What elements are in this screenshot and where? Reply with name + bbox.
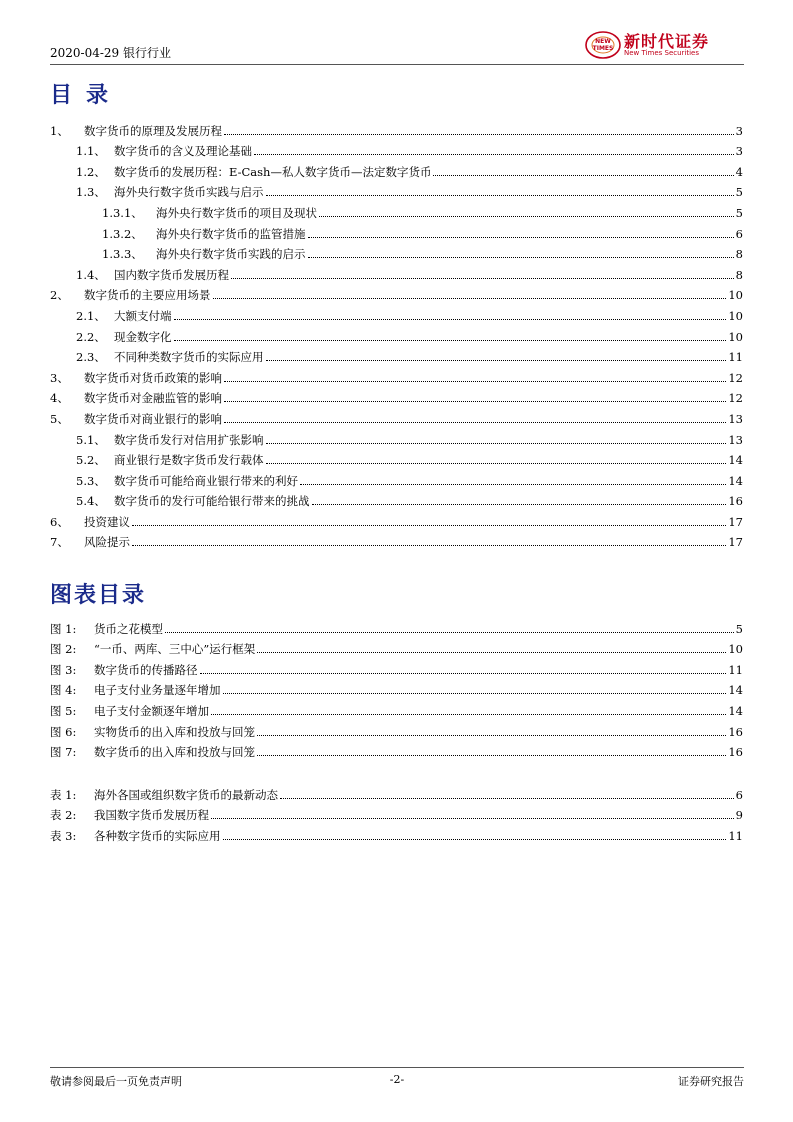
toc-entry[interactable]: [50, 447, 743, 468]
figure-entry-title: 货币之花模型: [94, 621, 163, 636]
header-date-sector: 2020-04-29 银行行业: [50, 46, 172, 60]
dot-leader: [224, 381, 726, 382]
toc-entry-title: 投资建议: [84, 514, 130, 529]
footer-report-type: 证券研究报告: [678, 1075, 744, 1088]
table-entry-title: 海外各国或组织数字货币的最新动态: [94, 787, 278, 802]
figure-entry-number: 图 2:: [50, 642, 77, 657]
toc-entry-page: 11: [728, 350, 743, 365]
dot-leader: [165, 632, 734, 633]
figure-entry[interactable]: [50, 697, 743, 718]
toc-entry-page: 8: [735, 267, 743, 282]
toc-entry-title: 数字货币的原理及发展历程: [84, 123, 222, 138]
toc-entry-number: 1、: [50, 123, 69, 138]
toc-entry-title: 数字货币的发行可能给银行带来的挑战: [114, 494, 310, 509]
toc-entry[interactable]: [50, 302, 743, 323]
dot-leader: [308, 237, 734, 238]
figure-entry[interactable]: [50, 636, 743, 657]
toc-entry-title: 数字货币的主要应用场景: [84, 288, 211, 303]
dot-leader: [266, 360, 727, 361]
svg-text:NEW: NEW: [595, 38, 611, 45]
toc-entry-number: 1.4、: [76, 267, 106, 282]
toc-entry-page: 12: [728, 391, 743, 406]
toc-entry-title: 现金数字化: [114, 329, 172, 344]
figure-entry-page: 11: [728, 662, 743, 677]
toc-entry-title: 数字货币可能给商业银行带来的利好: [114, 473, 298, 488]
figure-entry-number: 图 1:: [50, 621, 77, 636]
dot-leader: [132, 525, 726, 526]
toc-entry-page: 3: [735, 123, 743, 138]
toc-entry-number: 5.3、: [76, 473, 106, 488]
toc-entry[interactable]: [50, 199, 743, 220]
toc-entry-number: 1.3.1、: [102, 205, 143, 220]
toc-entry-page: 14: [728, 473, 743, 488]
toc-entry-number: 5、: [50, 411, 69, 426]
dot-leader: [257, 735, 726, 736]
toc-entry[interactable]: [50, 405, 743, 426]
toc-entry-title: 数字货币的含义及理论基础: [114, 144, 252, 159]
toc-entry-number: 3、: [50, 370, 69, 385]
toc-entry-title: 海外央行数字货币的项目及现状: [156, 205, 317, 220]
toc-entry-page: 10: [728, 288, 743, 303]
toc-entry-number: 4、: [50, 391, 69, 406]
toc-entry[interactable]: [50, 241, 743, 262]
table-entry-number: 表 3:: [50, 828, 77, 843]
toc-entry-page: 10: [728, 308, 743, 323]
dot-leader: [132, 545, 726, 546]
toc-entry-number: 5.4、: [76, 494, 106, 509]
toc-entry-page: 17: [728, 514, 743, 529]
table-entry[interactable]: [50, 802, 743, 823]
toc-entry[interactable]: [50, 467, 743, 488]
toc-entry[interactable]: [50, 364, 743, 385]
toc-entry[interactable]: [50, 426, 743, 447]
figure-entry-number: 图 3:: [50, 662, 77, 677]
toc-entry-number: 1.2、: [76, 164, 106, 179]
toc-entry[interactable]: [50, 261, 743, 282]
figure-entry[interactable]: [50, 656, 743, 677]
toc-entry-page: 13: [728, 411, 743, 426]
dot-leader: [231, 278, 734, 279]
toc-entry-page: 16: [728, 494, 743, 509]
toc-entry-title: 数字货币发行对信用扩张影响: [114, 432, 264, 447]
toc-entry-title: 不同种类数字货币的实际应用: [114, 350, 264, 365]
logo-chinese-name: 新时代证券: [624, 32, 710, 51]
figure-entry-number: 图 4:: [50, 683, 77, 698]
figure-entry-title: 数字货币的传播路径: [94, 662, 198, 677]
logo-mark-icon: [584, 29, 622, 61]
dot-leader: [300, 484, 726, 485]
dot-leader: [174, 340, 727, 341]
toc-entry-title: 海外央行数字货币实践与启示: [114, 185, 264, 200]
dot-leader: [433, 175, 733, 176]
figure-index-heading: 图表目录: [50, 583, 147, 608]
svg-text:TIMES: TIMES: [592, 45, 614, 52]
toc-entry[interactable]: [50, 488, 743, 509]
toc-entry-title: 海外央行数字货币实践的启示: [156, 247, 306, 262]
toc-entry-title: 数字货币对商业银行的影响: [84, 411, 222, 426]
toc-entry-title: 大额支付端: [114, 308, 172, 323]
page-header: [50, 32, 744, 65]
dot-leader: [200, 673, 727, 674]
toc-entry[interactable]: [50, 282, 743, 303]
toc-entry[interactable]: [50, 529, 743, 550]
toc-entry-title: 国内数字货币发展历程: [114, 267, 229, 282]
toc-entry-page: 12: [728, 370, 743, 385]
figure-entry[interactable]: [50, 677, 743, 698]
toc-entry-page: 10: [728, 329, 743, 344]
figure-entry[interactable]: [50, 739, 743, 760]
dot-leader: [266, 195, 734, 196]
figure-entry-page: 14: [728, 683, 743, 698]
dot-leader: [174, 319, 727, 320]
toc-heading: 目录: [50, 83, 123, 108]
toc-entry-title: 海外央行数字货币的监管措施: [156, 226, 306, 241]
toc-entry-number: 5.1、: [76, 432, 106, 447]
figure-entry-number: 图 5:: [50, 703, 77, 718]
toc-entry-title: 数字货币对金融监管的影响: [84, 391, 222, 406]
table-entry-page: 6: [735, 787, 743, 802]
figure-entry-page: 10: [728, 642, 743, 657]
toc-entry-page: 4: [735, 164, 743, 179]
dot-leader: [280, 798, 734, 799]
figure-entry-page: 14: [728, 703, 743, 718]
toc-entry[interactable]: [50, 344, 743, 365]
toc-entry-number: 6、: [50, 514, 69, 529]
figure-entry-number: 图 7:: [50, 745, 77, 760]
toc-entry-title: 商业银行是数字货币发行载体: [114, 453, 264, 468]
dot-leader: [224, 401, 726, 402]
toc-entry-page: 8: [735, 247, 743, 262]
dot-leader: [211, 714, 726, 715]
dot-leader: [266, 463, 727, 464]
toc-entry-number: 1.1、: [76, 144, 106, 159]
company-logo: [584, 29, 744, 61]
dot-leader: [211, 818, 734, 819]
table-entry-page: 9: [735, 808, 743, 823]
dot-leader: [254, 154, 734, 155]
dot-leader: [213, 298, 727, 299]
dot-leader: [223, 693, 727, 694]
dot-leader: [257, 652, 726, 653]
toc-entry-page: 13: [728, 432, 743, 447]
toc-entry-page: 5: [735, 185, 743, 200]
figure-entry-title: 电子支付金额逐年增加: [94, 703, 209, 718]
dot-leader: [257, 755, 726, 756]
toc-entry[interactable]: [50, 385, 743, 406]
figure-entry-title: 数字货币的出入库和投放与回笼: [94, 745, 255, 760]
figure-entry-title: 实物货币的出入库和投放与回笼: [94, 724, 255, 739]
footer-page-number: -2-: [389, 1073, 405, 1086]
toc-entry-page: 14: [728, 453, 743, 468]
dot-leader: [308, 257, 734, 258]
header-rule: [50, 64, 744, 65]
table-list: [50, 781, 743, 843]
figure-entry-page: 16: [728, 745, 743, 760]
toc-entry-number: 1.3、: [76, 185, 106, 200]
figure-entry-page: 5: [735, 621, 743, 636]
toc-entry-title: 风险提示: [84, 535, 130, 550]
figure-entry-number: 图 6:: [50, 724, 77, 739]
toc-entry[interactable]: [50, 138, 743, 159]
toc-entry-page: 6: [735, 226, 743, 241]
page-footer: [50, 1067, 744, 1089]
toc-entry-number: 2、: [50, 288, 69, 303]
toc-entry-number: 1.3.2、: [102, 226, 143, 241]
footer-disclaimer-note: 敬请参阅最后一页免责声明: [50, 1075, 182, 1088]
figure-entry[interactable]: [50, 718, 743, 739]
toc-entry-number: 2.1、: [76, 308, 106, 323]
table-entry-number: 表 2:: [50, 808, 77, 823]
dot-leader: [224, 422, 726, 423]
figure-list: [50, 615, 743, 759]
toc-entry-number: 1.3.3、: [102, 247, 143, 262]
toc-entry[interactable]: [50, 179, 743, 200]
figure-entry-title: “一币、两库、三中心”运行框架: [94, 642, 256, 657]
toc-entry-number: 2.3、: [76, 350, 106, 365]
toc-entry[interactable]: [50, 508, 743, 529]
toc-entry[interactable]: [50, 323, 743, 344]
dot-leader: [319, 216, 734, 217]
table-entry[interactable]: [50, 822, 743, 843]
table-entry-title: 各种数字货币的实际应用: [94, 828, 221, 843]
table-entry-title: 我国数字货币发展历程: [94, 808, 209, 823]
toc-entry-title: 数字货币的发展历程：E-Cash—私人数字货币—法定数字货币: [114, 164, 432, 179]
logo-english-name: New Times Securities: [624, 49, 699, 57]
toc-entry-page: 5: [735, 205, 743, 220]
toc-entry-number: 2.2、: [76, 329, 106, 344]
dot-leader: [312, 504, 727, 505]
toc-entry[interactable]: [50, 158, 743, 179]
figure-entry-title: 电子支付业务量逐年增加: [94, 683, 221, 698]
toc-entry-number: 7、: [50, 535, 69, 550]
table-entry[interactable]: [50, 781, 743, 802]
toc-list: [50, 117, 743, 549]
table-entry-page: 11: [728, 828, 743, 843]
toc-entry[interactable]: [50, 220, 743, 241]
toc-entry-page: 3: [735, 144, 743, 159]
toc-entry-page: 17: [728, 535, 743, 550]
dot-leader: [266, 443, 727, 444]
dot-leader: [223, 839, 727, 840]
footer-rule: [50, 1067, 744, 1068]
dot-leader: [224, 134, 734, 135]
figure-entry-page: 16: [728, 724, 743, 739]
toc-entry-title: 数字货币对货币政策的影响: [84, 370, 222, 385]
table-entry-number: 表 1:: [50, 787, 77, 802]
toc-entry-number: 5.2、: [76, 453, 106, 468]
toc-entry[interactable]: [50, 117, 743, 138]
figure-entry[interactable]: [50, 615, 743, 636]
